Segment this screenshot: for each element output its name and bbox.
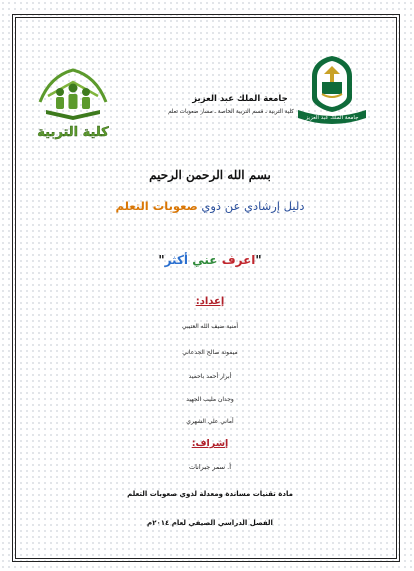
college-logo-icon: [30, 62, 116, 140]
guide-title: [90, 199, 330, 213]
guide-title-highlight: صعوبات التعلم: [115, 199, 198, 213]
department-line: كلية التربية ـ قسم التربية الخاصة ـ مسار صعوبات تعلم: [168, 109, 294, 115]
course-title: مادة تقنيات مساندة ومعدلة لذوي صعوبات التعلم: [127, 490, 293, 498]
slogan-word-3: أكثر: [164, 253, 189, 267]
slogan-word-2: عني: [192, 253, 218, 267]
member-name: ميمونة صالح الجدعاني: [182, 349, 238, 356]
guide-title-plain: دليل إرشادي عن ذوي: [201, 199, 305, 213]
college-logo-text: كلية التربية: [37, 125, 109, 140]
slogan: [120, 253, 300, 267]
slogan-close-quote: ": [158, 253, 165, 267]
supervision-heading: إشراف:: [191, 438, 229, 449]
semester-line: الفصل الدراسي الصيفي لعام ٢٠١٤م: [147, 519, 273, 527]
member-name: أبرار أحمد باحميد: [188, 373, 232, 380]
member-name: وجدان مليب الجهيد: [186, 396, 234, 403]
supervisor-name: أ. سمر جبرانات: [188, 463, 232, 471]
member-name: أماني علي الشهري: [186, 418, 234, 425]
basmala: بسم الله الرحمن الرحيم: [149, 168, 271, 182]
university-name: جامعة الملك عبد العزيز: [192, 94, 288, 104]
university-logo-banner: جامعة الملك عبد العزيز: [305, 115, 359, 121]
slogan-word-1: اعرف: [221, 253, 256, 267]
slogan-open-quote: ": [255, 253, 262, 267]
university-logo-icon: [292, 52, 372, 128]
preparation-heading: إعداد:: [195, 296, 225, 307]
member-name: أمنية ضيف الله العتيبي: [181, 323, 239, 330]
